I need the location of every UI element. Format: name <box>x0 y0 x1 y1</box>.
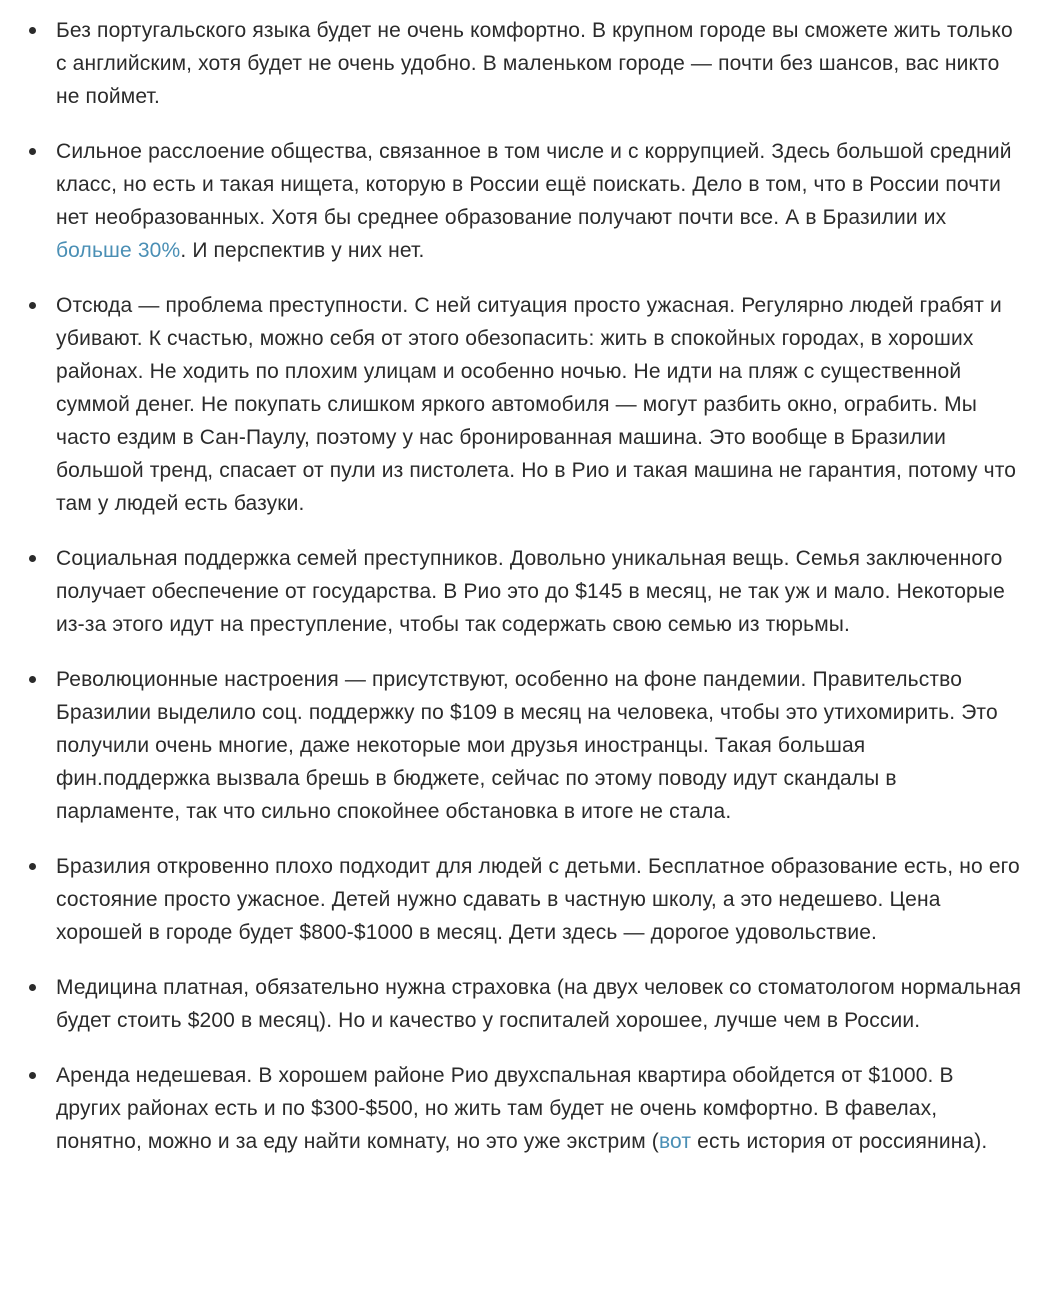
bullet-list <box>0 14 1046 1158</box>
list-item <box>0 14 1046 113</box>
bullet-dot-icon <box>29 27 36 34</box>
list-item <box>0 1059 1046 1158</box>
list-item-text: Революционные настроения — присутствуют, особенно на фоне пандемии. Правительство Бразилии выделило соц. поддержку по $109 в месяц на человека, чтобы это утихомирить. Это получили очень многие, даже некоторые мои друзья иностранцы. Такая большая фин.поддержка вызвала брешь в бюджете, сейчас по этому поводу идут скандалы в парламенте, так что сильно спокойнее обстановка в итоге не стала. <box>56 668 998 823</box>
list-item <box>0 971 1046 1037</box>
list-item-text: Аренда недешевая. В хорошем районе Рио двухспальная квартира обойдется от $1000. В других районах есть и по $300-$500, но жить там будет не очень комфортно. В фавелах, понятно, можно и за еду найти комнату, но это уже экстрим ( <box>56 1064 954 1153</box>
story-link[interactable]: вот <box>658 1130 692 1153</box>
bullet-dot-icon <box>29 555 36 562</box>
list-item <box>0 289 1046 520</box>
list-item-text: Бразилия откровенно плохо подходит для людей с детьми. Бесплатное образование есть, но его состояние просто ужасное. Детей нужно сдавать в частную школу, а это недешево. Цена хорошей в городе будет $800-$1000 в месяц. Дети здесь — дорогое удовольствие. <box>56 855 1020 944</box>
bullet-dot-icon <box>29 302 36 309</box>
source-link[interactable]: больше 30% <box>56 239 181 262</box>
list-item-text: Отсюда — проблема преступности. С ней ситуация просто ужасная. Регулярно людей грабят и убивают. К счастью, можно себя от этого обезопасить: жить в спокойных городах, в хороших районах. Не ходить по плохим улицам и особенно ночью. Не идти на пляж с существенной суммой денег. Не покупать слишком яркого автомобиля — могут разбить окно, ограбить. Мы часто ездим в Сан-Паулу, поэтому у нас бронированная машина. Это вообще в Бразилии большой тренд, спасает от пули из пистолета. Но в Рио и такая машина не гарантия, потому что там у людей есть базуки. <box>56 294 1017 515</box>
list-item-text: Сильное расслоение общества, связанное в том числе и с коррупцией. Здесь большой средний класс, но есть и такая нищета, которую в России ещё поискать. Дело в том, что в России почти нет необразованных. Хотя бы среднее образование получают почти все. А в Бразилии их <box>56 140 1012 229</box>
list-item-text: Социальная поддержка семей преступников. Довольно уникальная вещь. Семья заключенного получает обеспечение от государства. В Рио это до $145 в месяц, не так уж и мало. Некоторые из-за этого идут на преступление, чтобы так содержать свою семью из тюрьмы. <box>56 547 1005 636</box>
bullet-dot-icon <box>29 148 36 155</box>
article-body <box>0 14 1046 1294</box>
list-item-text: есть история от россиянина). <box>691 1130 988 1153</box>
bullet-dot-icon <box>29 676 36 683</box>
list-item <box>0 850 1046 949</box>
bullet-dot-icon <box>29 863 36 870</box>
list-item <box>0 663 1046 828</box>
bullet-dot-icon <box>29 1072 36 1079</box>
list-item-text: . И перспектив у них нет. <box>180 239 425 262</box>
bullet-dot-icon <box>29 984 36 991</box>
list-item-text: Без португальского языка будет не очень комфортно. В крупном городе вы сможете жить только с английским, хотя будет не очень удобно. В маленьком городе — почти без шансов, вас никто не поймет. <box>56 19 1013 108</box>
list-item <box>0 135 1046 267</box>
list-item <box>0 542 1046 641</box>
list-item-text: Медицина платная, обязательно нужна страховка (на двух человек со стоматологом нормальная будет стоить $200 в месяц). Но и качество у госпиталей хорошее, лучше чем в России. <box>56 976 1022 1032</box>
